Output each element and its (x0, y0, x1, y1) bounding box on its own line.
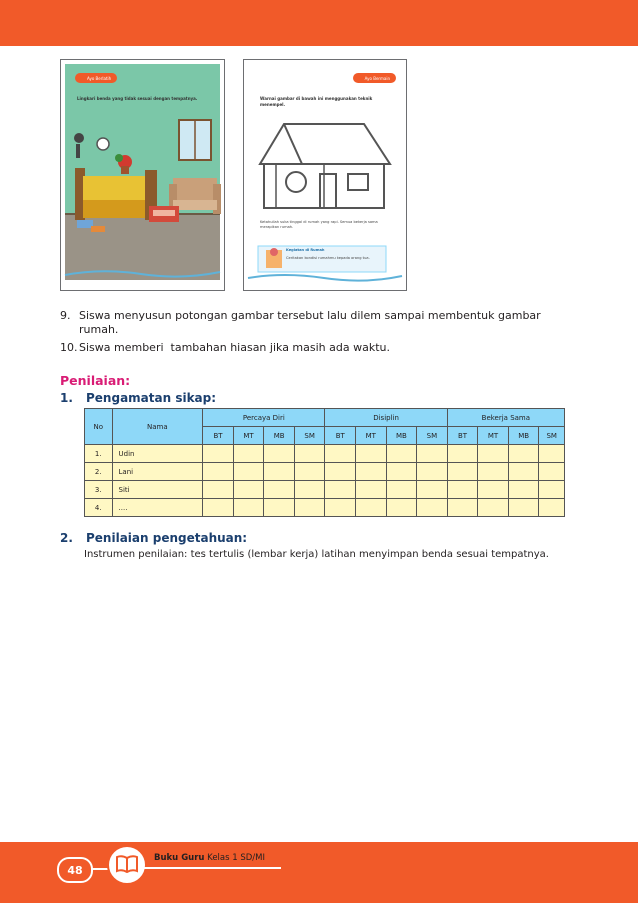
table-subheader: MT (356, 427, 387, 445)
table-header-group-3: Bekerja Sama (447, 409, 564, 427)
attitude-observation-table (84, 408, 565, 517)
section-1-title: Pengamatan sikap: (86, 391, 217, 405)
table-header-no: No (85, 409, 113, 445)
worksheet-instruction-left: Lingkari benda yang tidak sesuai dengan tempatnya. (77, 96, 198, 101)
top-banner (0, 0, 638, 46)
assessment-heading: Penilaian: (60, 373, 131, 388)
table-subheader: SM (539, 427, 565, 445)
row-name: Siti (112, 481, 203, 499)
table-header-group-1: Percaya Diri (203, 409, 325, 427)
row-number: 4. (85, 499, 113, 517)
worksheet-note-right: Ketahuilah suka tinggal di rumah yang rapi. Semua bekerja sama merapikan rumah. (260, 220, 378, 229)
step-10-text: Siswa memberi tambahan hiasan jika masih ada waktu. (79, 341, 390, 354)
section-2-text: Instrumen penilaian: tes tertulis (lembar kerja) latihan menyimpan benda sesuai tempatnya. (84, 549, 549, 560)
table-subheader: SM (294, 427, 325, 445)
row-number: 1. (85, 445, 113, 463)
worksheet-box-title: Kegiatan di Rumah (286, 248, 325, 252)
table-subheader: MT (233, 427, 264, 445)
bottom-banner (0, 842, 638, 903)
step-9-continuation: rumah. (79, 323, 119, 336)
table-subheader: BT (325, 427, 356, 445)
table-row (85, 481, 565, 499)
table-subheader: BT (447, 427, 478, 445)
table-subheader: MB (386, 427, 417, 445)
row-name: Lani (112, 463, 203, 481)
step-9-text: Siswa menyusun potongan gambar tersebut lalu dilem sampai membentuk gambar (79, 309, 541, 322)
bedroom-illustration (61, 60, 224, 290)
book-icon (115, 855, 139, 873)
row-name: .... (112, 499, 203, 517)
worksheet-image-house (243, 59, 407, 291)
section-2-number: 2. (60, 531, 73, 545)
step-9-number: 9. (60, 309, 71, 322)
table-subheader: MB (508, 427, 539, 445)
row-name: Udin (112, 445, 203, 463)
worksheet-image-bedroom (60, 59, 225, 291)
table-subheader: MT (478, 427, 509, 445)
worksheet-instruction-right: Warnai gambar di bawah ini menggunakan teknik menempel. (260, 96, 373, 107)
section-1-number: 1. (60, 391, 73, 405)
worksheet-box-text: Ceritakan kondisi rumahmu kepada orang tua. (286, 256, 370, 260)
page-number: 48 (57, 857, 93, 883)
step-10-number: 10. (60, 341, 78, 354)
footer-book-title-bold: Buku Guru (154, 853, 205, 863)
table-subheader: BT (203, 427, 234, 445)
book-icon-badge (107, 845, 147, 885)
worksheet-tag-right: Ayo Bermain (353, 73, 396, 83)
footer-book-title-rest: Kelas 1 SD/MI (204, 853, 266, 863)
row-number: 2. (85, 463, 113, 481)
row-number: 3. (85, 481, 113, 499)
table-header-group-2: Disiplin (325, 409, 447, 427)
table-subheader: SM (417, 427, 448, 445)
table-row (85, 499, 565, 517)
footer-underline (143, 867, 281, 869)
table-row (85, 463, 565, 481)
section-2-title: Penilaian pengetahuan: (86, 531, 248, 545)
table-header-name: Nama (112, 409, 203, 445)
footer-book-title (154, 853, 265, 863)
worksheet-tag-left: Ayo Berlatih (75, 73, 117, 83)
table-subheader: MB (264, 427, 295, 445)
table-row (85, 445, 565, 463)
